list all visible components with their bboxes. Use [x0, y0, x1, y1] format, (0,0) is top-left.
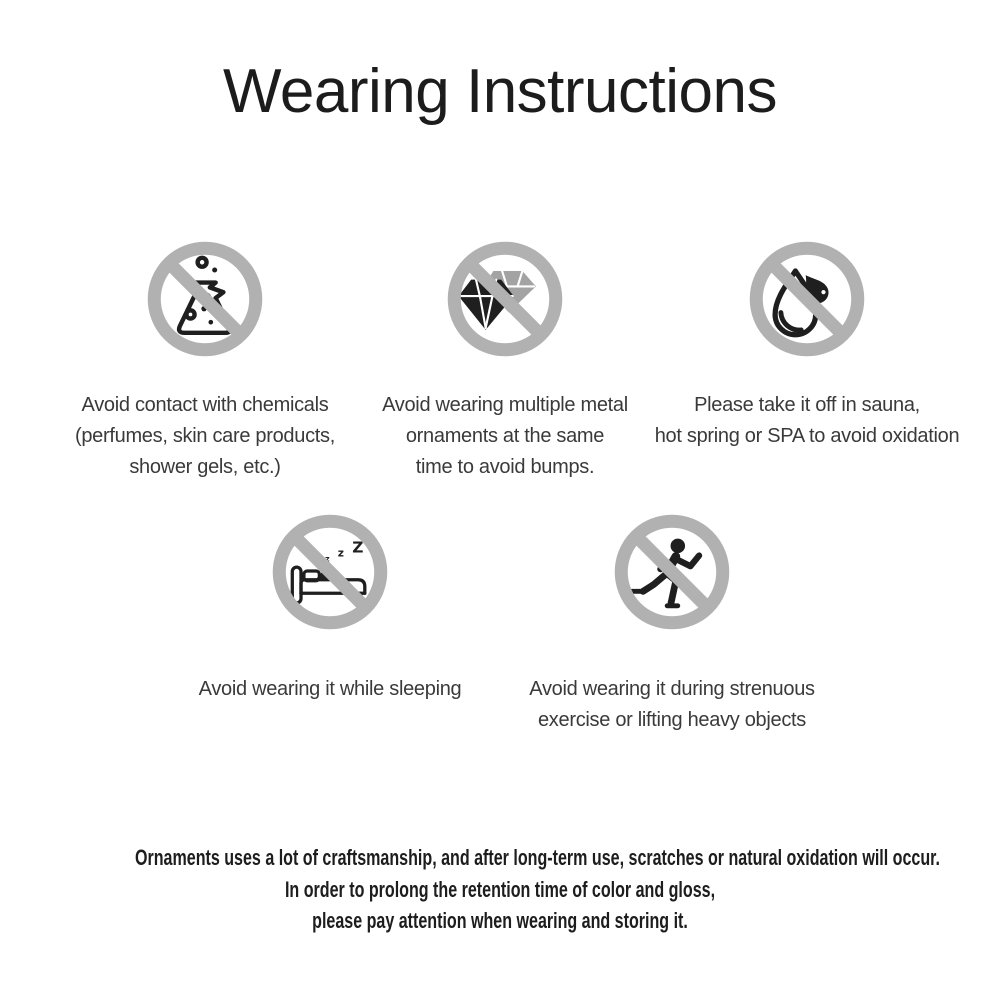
instruction-item-sleeping — [150, 514, 510, 705]
caption-line: time to avoid bumps. — [415, 456, 595, 478]
care-note — [135, 842, 940, 937]
no-sleeping-icon — [272, 514, 388, 630]
no-strenuous-exercise-icon — [614, 514, 730, 630]
zzz-text: Z — [352, 538, 364, 557]
instruction-item-chemicals — [45, 241, 365, 483]
no-sauna-water-icon — [749, 241, 865, 357]
caption — [655, 390, 960, 452]
caption-line: hot spring or SPA to avoid oxidation — [654, 425, 960, 447]
page-title: Wearing Instructions — [223, 57, 777, 126]
caption — [529, 674, 814, 736]
caption-line: Avoid contact with chemicals — [81, 394, 329, 416]
caption — [382, 390, 628, 483]
caption — [199, 674, 462, 705]
care-note-line: Ornaments uses a lot of craftsmanship, and after long-term use, scratches or natural oxidation will occur. — [135, 845, 940, 870]
zzz-text: z — [337, 546, 344, 560]
instruction-item-exercise — [490, 514, 854, 736]
caption-line: ornaments at the same — [405, 425, 605, 447]
caption-line: (perfumes, skin care products, — [75, 425, 335, 447]
care-note-line: In order to prolong the retention time of color and gloss, — [284, 876, 716, 902]
caption-line: Avoid wearing it during strenuous — [529, 678, 815, 700]
no-chemicals-icon — [147, 241, 263, 357]
instruction-item-metal-ornaments — [355, 241, 655, 483]
caption-line: Avoid wearing multiple metal — [382, 394, 628, 416]
care-note-line: please pay attention when wearing and storing it. — [312, 908, 688, 933]
no-multiple-metal-ornaments-icon — [447, 241, 563, 357]
caption-line: exercise or lifting heavy objects — [537, 709, 806, 731]
caption-line: shower gels, etc.) — [129, 456, 281, 478]
caption — [75, 390, 335, 483]
instruction-item-sauna — [648, 241, 966, 452]
zzz-text: z — [325, 554, 330, 564]
caption-line: Avoid wearing it while sleeping — [198, 678, 462, 700]
caption-line: Please take it off in sauna, — [694, 394, 920, 416]
